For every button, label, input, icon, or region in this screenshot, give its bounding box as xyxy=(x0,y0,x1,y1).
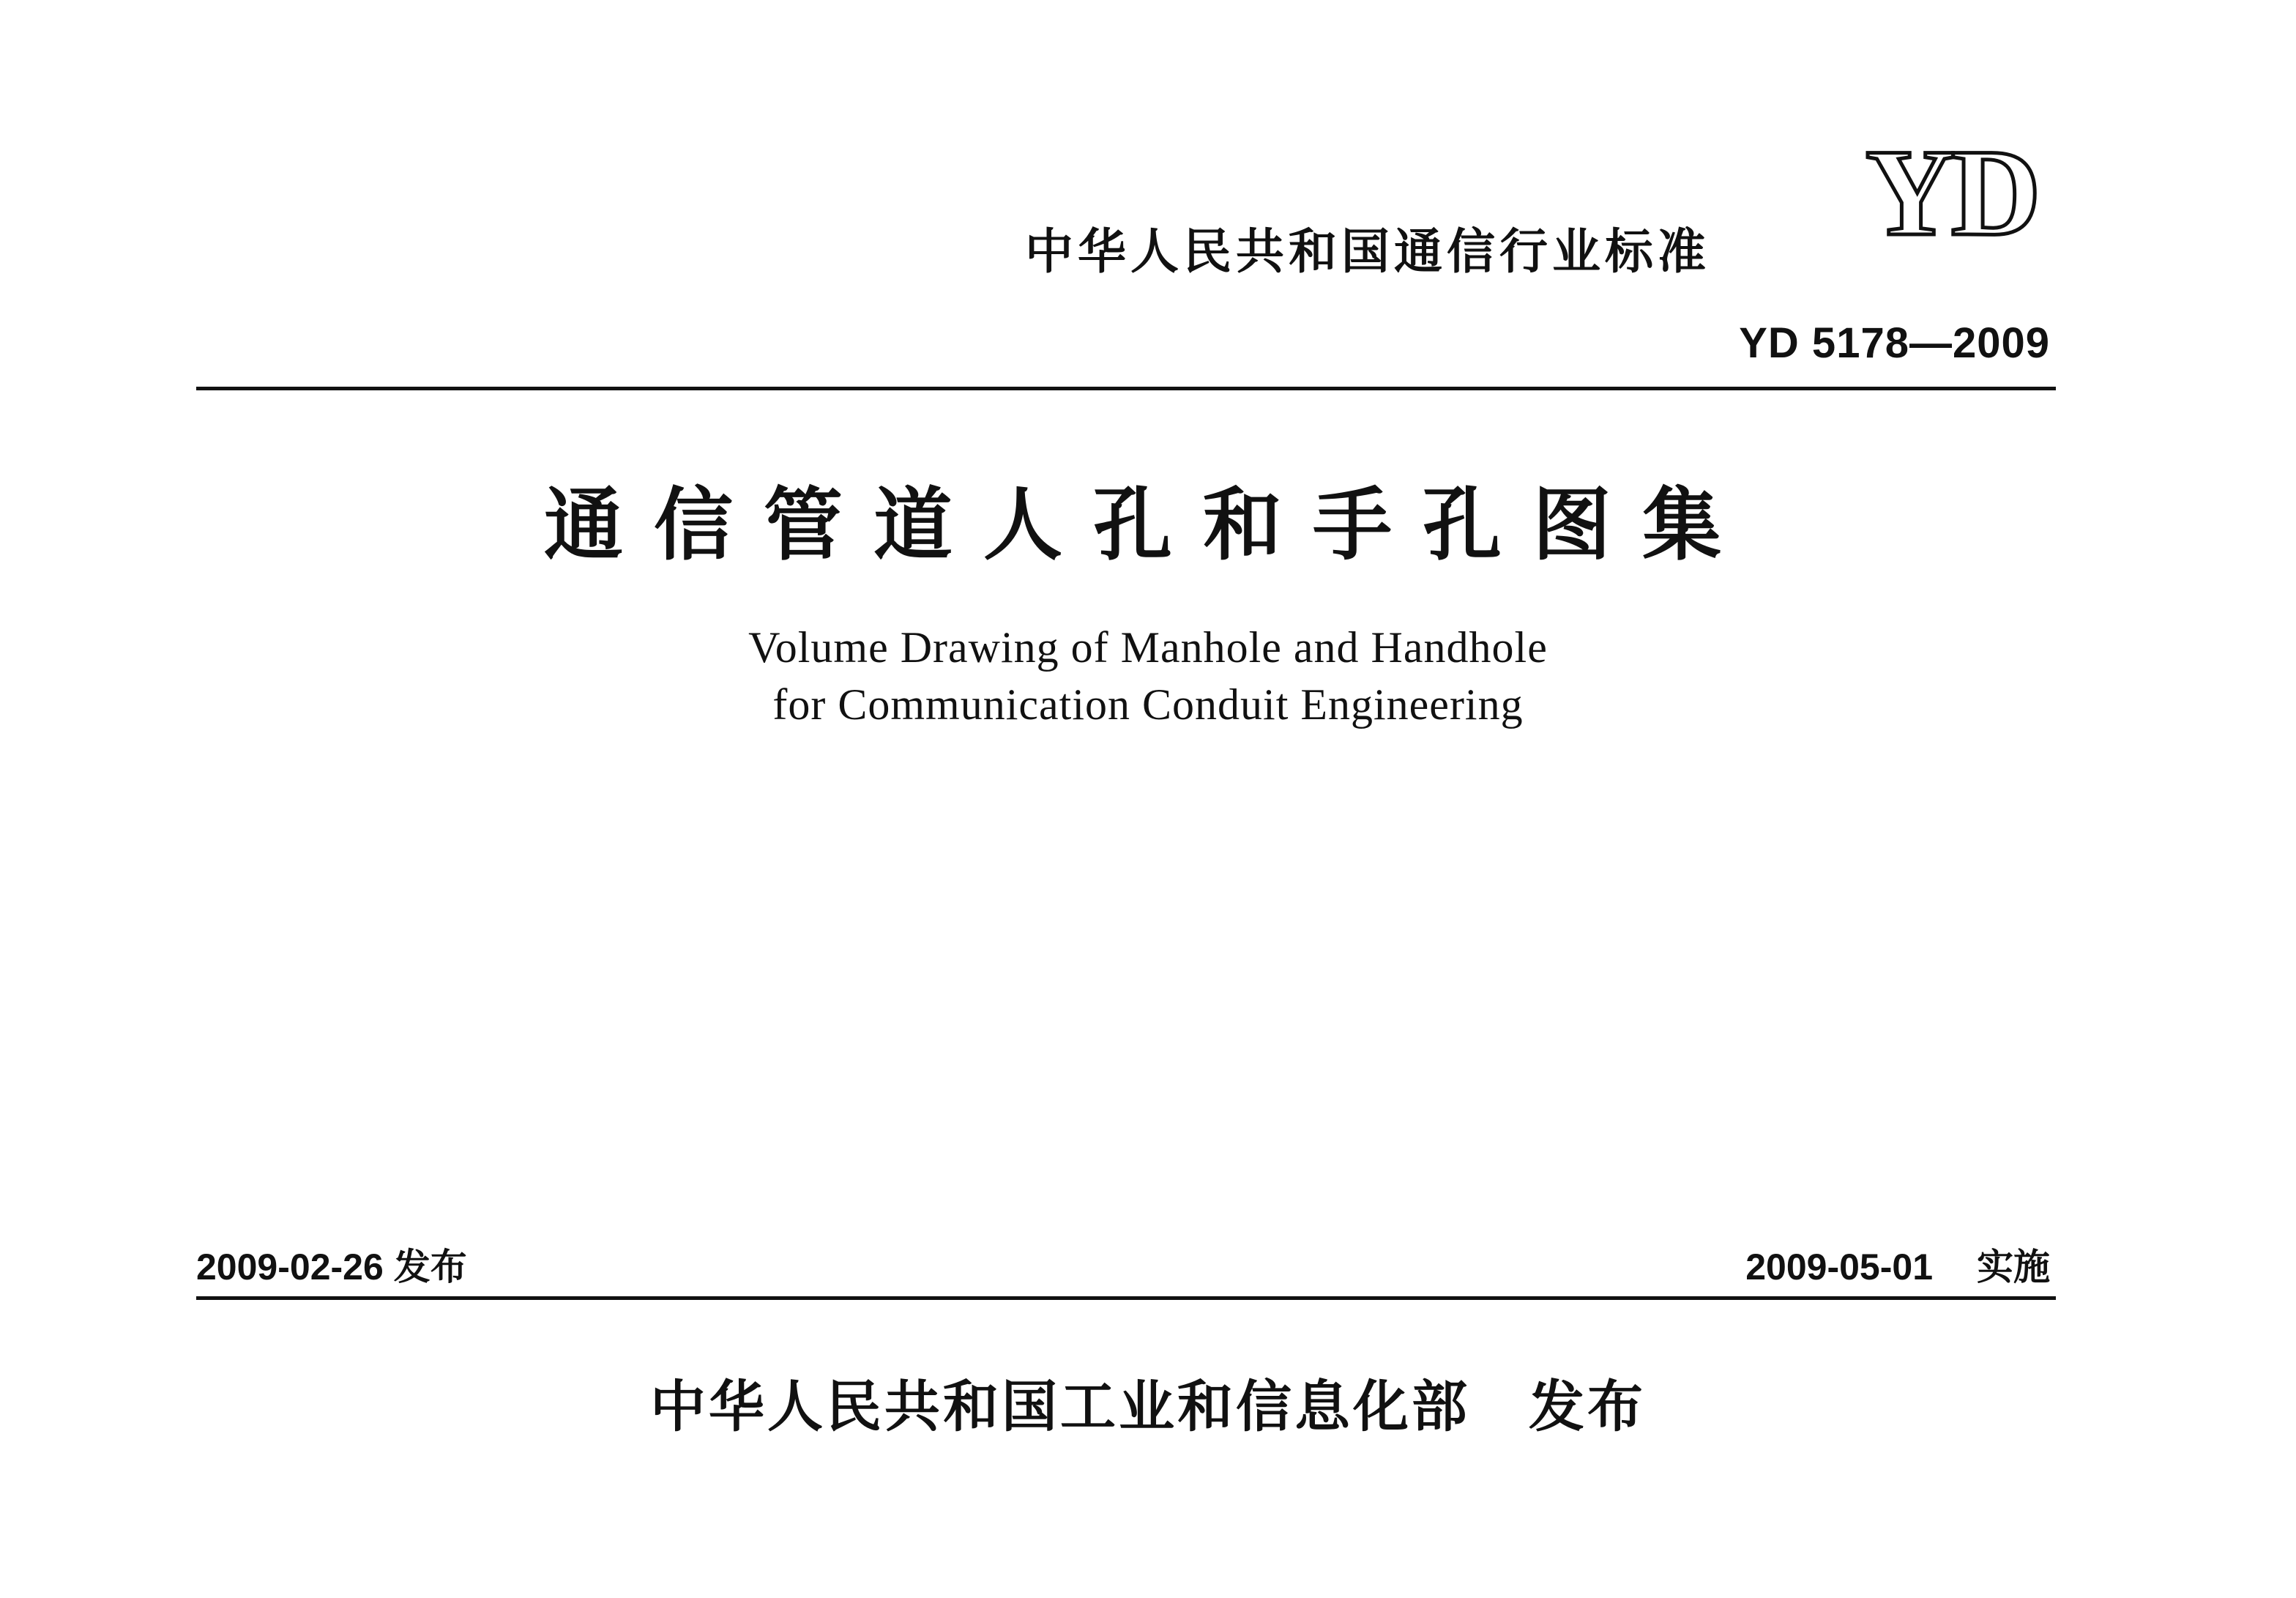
implement-date: 2009-05-01 xyxy=(1745,1246,1933,1287)
issue-date: 2009-02-26 xyxy=(196,1246,384,1287)
title-english-line2: for Communication Conduit Engineering xyxy=(772,680,1524,729)
top-divider xyxy=(196,387,2056,390)
standard-number: YD 5178—2009 xyxy=(1739,319,2050,367)
issuer-block xyxy=(0,1362,2296,1442)
industry-standard-heading: 中华人民共和国通信行业标准 xyxy=(1025,223,1710,280)
issue-label: 发布 xyxy=(393,1246,467,1288)
title-english-line1: Volume Drawing of Manhole and Handhole xyxy=(748,623,1548,672)
yd-logo xyxy=(1860,125,2050,256)
issuer-organization: 中华人民共和国工业和信息化部 xyxy=(650,1374,1470,1439)
yd-logo-text: YD xyxy=(1865,125,2037,256)
issue-date-block xyxy=(196,1238,467,1290)
implement-label: 实施 xyxy=(1977,1246,2050,1288)
issuer-action: 发布 xyxy=(1529,1374,1646,1439)
title-chinese: 通信管道人孔和手孔图集 xyxy=(543,479,1752,571)
implement-date-block xyxy=(1745,1238,2050,1290)
bottom-divider xyxy=(196,1296,2056,1300)
